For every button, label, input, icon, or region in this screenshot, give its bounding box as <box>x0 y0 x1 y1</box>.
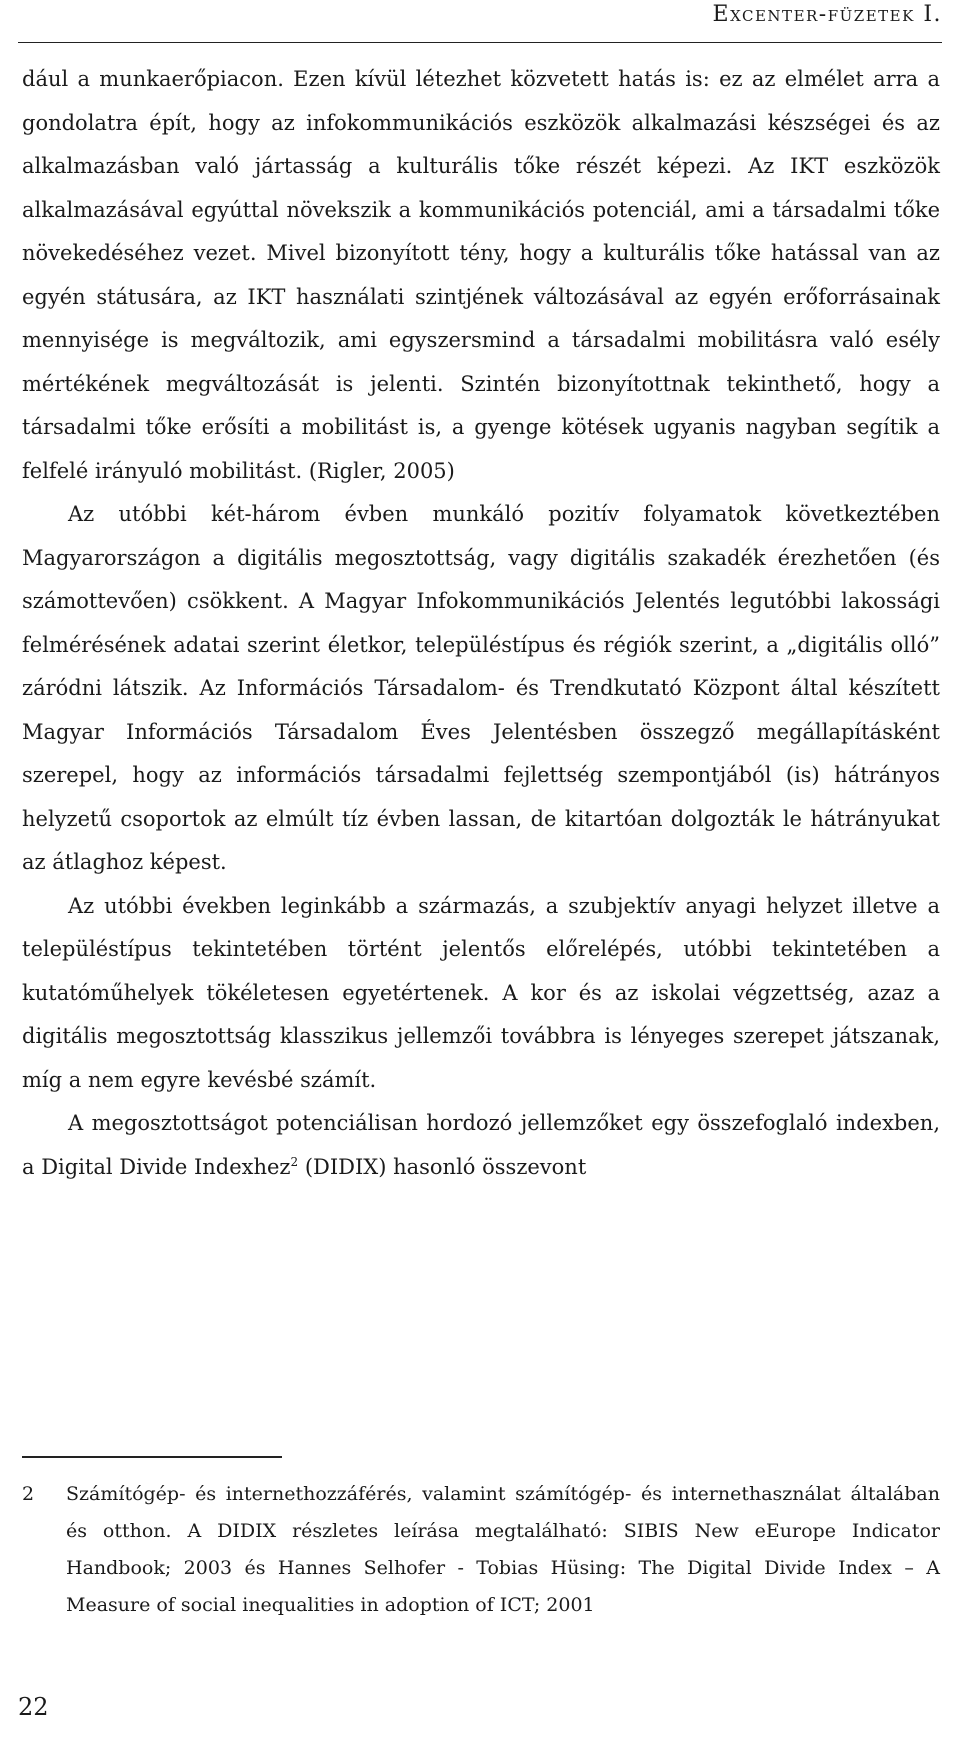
paragraph-4 <box>22 1102 940 1189</box>
running-header: Excenter-füzetek I. <box>712 2 942 27</box>
paragraph-2: Az utóbbi két-három évben munkáló pozitív folyamatok következtében Magyarországon a digitális megosztottság, vagy digitális szakadék érezhetően (és számottevően) csökkent. A Magyar Infokommunikációs Jelentés legutóbbi lakossági felmérésének adatai szerint életkor, településtípus és régiók szerint, a „digitális olló” záródni látszik. Az Információs Társadalom- és Trendkutató Központ által készített Magyar Információs Társadalom Éves Jelentésben összegző megállapításként szerepel, hogy az információs társadalmi fejlettség szempontjából (is) hátrányos helyzetű csoportok az elmúlt tíz évben lassan, de kitartóan dolgozták le hátrányukat az átlaghoz képest. <box>22 502 940 874</box>
footnote-reference[interactable]: 2 <box>290 1154 299 1169</box>
header-divider <box>18 42 942 43</box>
body-text <box>22 58 940 1189</box>
footnote-number: 2 <box>22 1483 35 1505</box>
footnote-item <box>22 1476 940 1624</box>
footnotes <box>22 1476 940 1624</box>
paragraph-4-text-before: A megosztottságot potenciálisan hordozó jellemzőket egy összefoglaló indexben, a Digital Divide Indexhez <box>22 1111 940 1179</box>
paragraph-1: dául a munkaerőpiacon. Ezen kívül létezhet közvetett hatás is: ez az elmélet arra a gondolatra épít, hogy az infokommunikációs eszközök alkalmazási készségei és az alkalmazásban való jártasság a kulturális tőke részét képezi. Az IKT eszközök alkalmazásával egyúttal növekszik a kommunikációs potenciál, ami a társadalmi tőke növekedéséhez vezet. Mivel bizonyított tény, hogy a kulturális tőke hatással van az egyén státusára, az IKT használati szintjének változásával az egyén erőforrásainak mennyisége is megváltozik, ami egyszersmind a társadalmi mobilitásra való esély mértékének megváltozását is jelenti. Szintén bizonyítottnak tekinthető, hogy a társadalmi tőke erősíti a mobilitást is, a gyenge kötések ugyanis nagyban segítik a felfelé irányuló mobilitást. (Rigler, 2005) <box>22 67 940 483</box>
footnote-text: Számítógép- és internethozzáférés, valamint számítógép- és internethasználat általában és otthon. A DIDIX részletes leírása megtalálható: SIBIS New eEurope Indicator Handbook; 2003 és Hannes Selhofer - Tobias Hüsing: The Digital Divide Index – A Measure of social inequalities in adoption of ICT; 2001 <box>66 1483 940 1616</box>
page-number: 22 <box>18 1693 49 1721</box>
footnote-divider <box>22 1456 282 1458</box>
paragraph-3: Az utóbbi években leginkább a származás, a szubjektív anyagi helyzet illetve a településtípus tekintetében történt jelentős előrelépés, utóbbi tekintetében a kutatóműhelyek tökéletesen egyetértenek. A kor és az iskolai végzettség, azaz a digitális megosztottság klasszikus jellemzői továbbra is lényeges szerepet játszanak, míg a nem egyre kevésbé számít. <box>22 893 940 1092</box>
paragraph-4-text-after: (DIDIX) hasonló összevont <box>298 1154 587 1179</box>
